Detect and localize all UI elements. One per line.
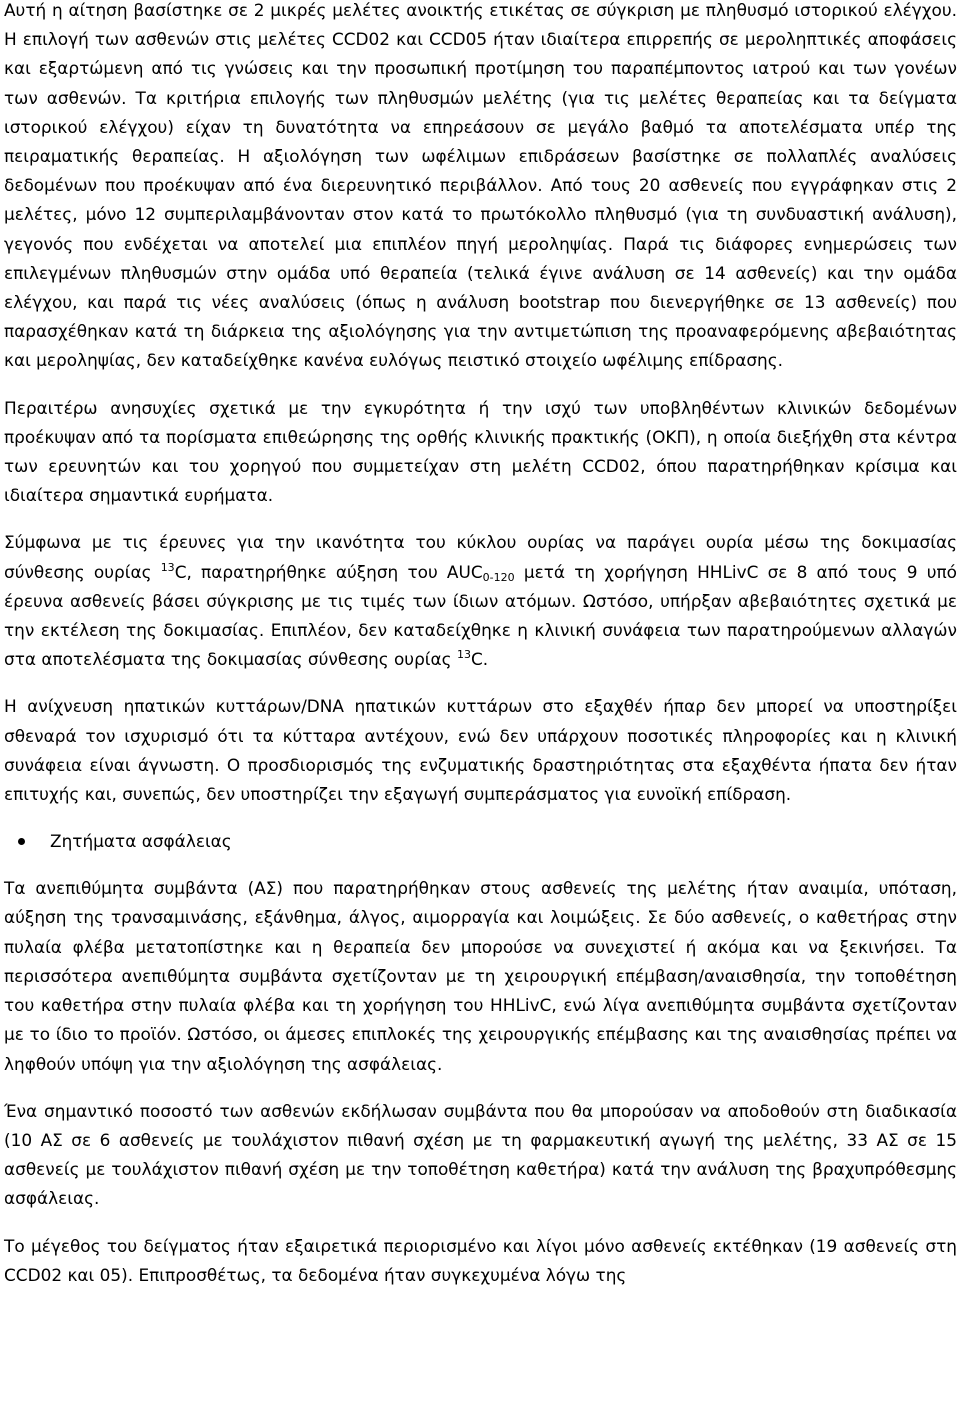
document-page <box>4 0 957 1290</box>
paragraph-selection-bias: Αυτή η αίτηση βασίστηκε σε 2 μικρές μελέτες ανοικτής ετικέτας σε σύγκριση με πληθυσμό ιστορικού ελέγχου. Η επιλογή των ασθενών στις μελέτες CCD02 και CCD05 ήταν ιδιαίτερα επιρρεπής σε μεροληπτικές αποφάσεις και εξαρτώμενη από τις γνώσεις και την προσωπική προτίμηση του παραπέμποντος ιατρού και των γονέων των ασθενών. Τα κριτήρια επιλογής των πληθυσμών μελέτης (για τις μελέτες θεραπείας και τα δείγματα ιστορικού ελέγχου) είχαν τη δυνατότητα να επηρεάσουν σε μεγάλο βαθμό τα αποτελέσματα υπέρ της πειραματικής θεραπείας. Η αξιολόγηση των ωφέλιμων επιδράσεων βασίστηκε σε πολλαπλές αναλύσεις δεδομένων που προέκυψαν από ένα διερευνητικό περιβάλλον. Από τους 20 ασθενείς που εγγράφηκαν στις 2 μελέτες, μόνο 12 συμπεριλαμβάνονταν στον κατά το πρωτόκολλο πληθυσμό (για τη συνδυαστική ανάλυση), γεγονός που ενδέχεται να αποτελεί μια επιπλέον πηγή μεροληψίας. Παρά τις διάφορες ενημερώσεις των επιλεγμένων πληθυσμών στην ομάδα υπό θεραπεία (τελικά έγινε ανάλυση σε 14 ασθενείς) και την ομάδα ελέγχου, και παρά τις νέες αναλύσεις (όπως η ανάλυση bootstrap που διενεργήθηκε σε 13 ασθενείς) που παρασχέθηκαν κατά τη διάρκεια της αξιολόγησης για την αντιμετώπιση της προαναφερόμενης αβεβαιότητας και μεροληψίας, δεν καταδείχθηκε κανένα ευλόγως πειστικό στοιχείο ωφέλιμης επίδρασης. <box>4 0 957 371</box>
paragraph-urea-synthesis <box>4 528 957 674</box>
paragraph-hepatocyte-detection: Η ανίχνευση ηπατικών κυττάρων/DNA ηπατικών κυττάρων στο εξαχθέν ήπαρ δεν μπορεί να υποστηρίξει σθεναρά τον ισχυρισμό ότι τα κύτταρα αντέχουν, ενώ δεν υπάρχουν ποσοτικές πληροφορίες και η κλινική συνάφεια είναι άγνωστη. Ο προσδιορισμός της ενζυματικής δραστηριότητας στα εξαχθέντα ήπατα δεν ήταν επιτυχής και, συνεπώς, δεν υποστηρίζει την εξαγωγή συμπεράσματος για ευνοϊκή επίδραση. <box>4 696 957 805</box>
bullet-item-safety <box>4 827 957 856</box>
bullet-icon <box>18 838 25 845</box>
urea-text-part4: C. <box>470 649 489 670</box>
paragraph-sample-size: Το μέγεθος του δείγματος ήταν εξαιρετικά περιορισμένο και λίγοι μόνο ασθενείς εκτέθηκαν (19 ασθενείς στη CCD02 και 05). Επιπροσθέτως, τα δεδομένα ήταν συγκεχυμένα λόγω της <box>4 1235 957 1285</box>
urea-text-part3: μετά τη χορήγηση HHLivC σε 8 από τους 9 υπό έρευνα ασθενείς βάσει σύγκρισης με τις τιμές των ίδιων ατόμων. Ωστόσο, υπήρξαν αβεβαιότητες σχετικά με την εκτέλεση της δοκιμασίας. Επιπλέον, δεν καταδείχθηκε η κλινική συνάφεια των παρατηρούμενων αλλαγών στα αποτελέσματα της δοκιμασίας σύνθεσης ουρίας <box>4 561 957 670</box>
bullet-label: Ζητήματα ασφάλειας <box>50 831 232 852</box>
paragraph-procedure-events: Ένα σημαντικό ποσοστό των ασθενών εκδήλωσαν συμβάντα που θα μπορούσαν να αποδοθούν στη διαδικασία (10 ΑΣ σε 6 ασθενείς με τουλάχιστον πιθανή σχέση με τη φαρμακευτική αγωγή της μελέτης, 33 ΑΣ σε 15 ασθενείς με τουλάχιστον πιθανή σχέση με την τοποθέτηση καθετήρα) κατά την ανάλυση της βραχυπρόθεσμης ασφάλειας. <box>4 1100 957 1209</box>
urea-text-part2: C, παρατηρήθηκε αύξηση του AUC <box>174 561 483 582</box>
paragraph-gcp-inspection: Περαιτέρω ανησυχίες σχετικά με την εγκυρότητα ή την ισχύ των υποβληθέντων κλινικών δεδομένων προέκυψαν από τα πορίσματα επιθεώρησης της ορθής κλινικής πρακτικής (ΟΚΠ), η οποία διεξήχθη στα κέντρα των ερευνητών και του χορηγού που συμμετείχαν στη μελέτη CCD02, όπου παρατηρήθηκαν κρίσιμα και ιδιαίτερα σημαντικά ευρήματα. <box>4 397 957 506</box>
urea-text-part1: Σύμφωνα με τις έρευνες για την ικανότητα του κύκλου ουρίας να παράγει ουρία μέσω της δοκιμασίας σύνθεσης ουρίας <box>4 532 957 582</box>
auc-subscript: 0-120 <box>482 570 515 584</box>
paragraph-adverse-events: Τα ανεπιθύμητα συμβάντα (ΑΣ) που παρατηρήθηκαν στους ασθενείς της μελέτης ήταν αναιμία, υπόταση, αύξηση της τρανσαμινάσης, εξάνθημα, άλγος, αιμορραγία και λοιμώξεις. Σε δύο ασθενείς, ο καθετήρας στην πυλαία φλέβα μετατοπίστηκε και η θεραπεία δεν μπορούσε να συνεχιστεί ή ακόμα και να ξεκινήσει. Τα περισσότερα ανεπιθύμητα συμβάντα σχετίζονταν με τη χειρουργική επέμβαση/αναισθησία, την τοποθέτηση του καθετήρα στην πυλαία φλέβα και τη χορήγηση του HHLivC, ενώ λίγα ανεπιθύμητα συμβάντα σχετίζονταν με το ίδιο το προϊόν. Ωστόσο, οι άμεσες επιπλοκές της χειρουργικής επέμβασης και της αναισθησίας πρέπει να ληφθούν υπόψη για την αξιολόγηση της ασφάλειας. <box>4 878 957 1074</box>
isotope-superscript: 13 <box>160 560 175 574</box>
isotope-superscript: 13 <box>456 648 471 662</box>
